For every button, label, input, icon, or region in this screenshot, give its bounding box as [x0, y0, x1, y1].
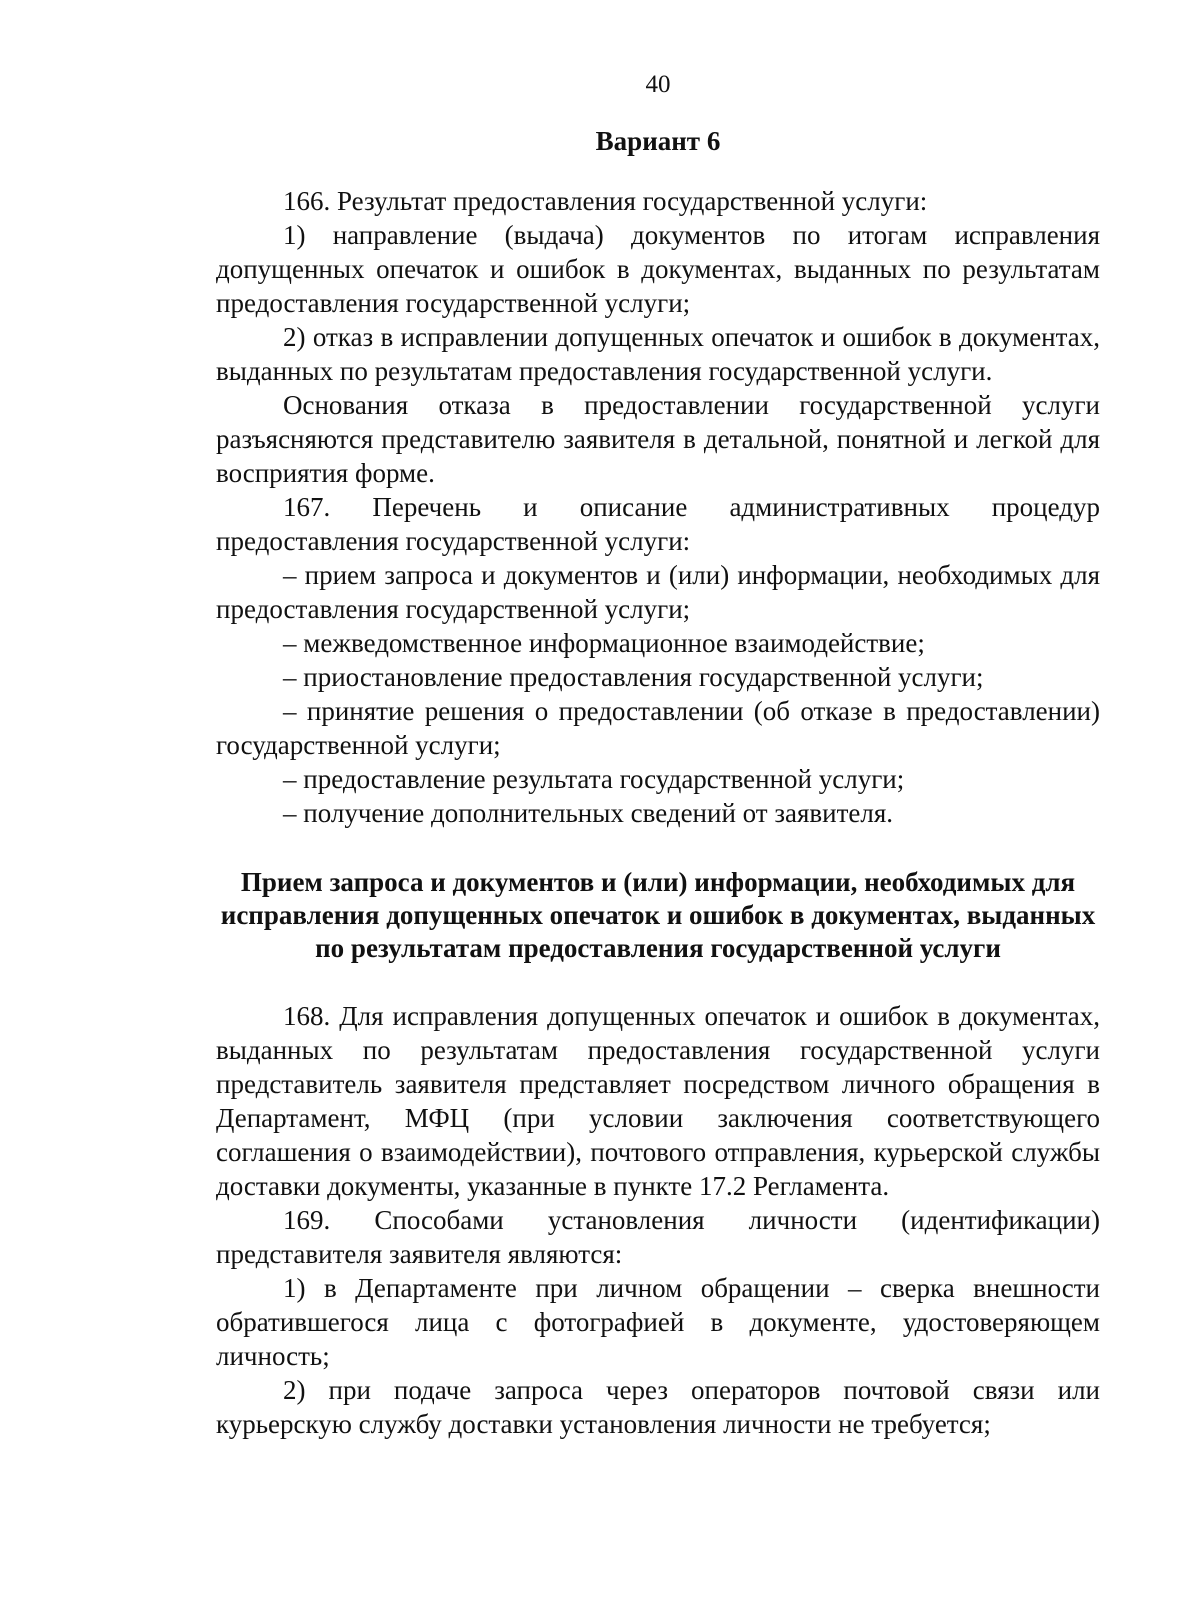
procedure-item-5: – предоставление результата государственной услуги;: [283, 764, 905, 794]
paragraph-166: 166. Результат предоставления государственной услуги:: [283, 186, 928, 216]
procedure-item-2: – межведомственное информационное взаимодействие;: [283, 628, 925, 658]
paragraph-167: 167. Перечень и описание административных процедур предоставления государственной услуги:: [216, 492, 1100, 556]
paragraph-refusal-grounds: Основания отказа в предоставлении государственной услуги разъясняются представителю заявителя в детальной, понятной и легкой для восприятия форме.: [216, 390, 1100, 488]
paragraph-168: 168. Для исправления допущенных опечаток и ошибок в документах, выданных по результатам предоставления государственной услуги представитель заявителя представляет посредством личного обращения в Департамент, МФЦ (при условии заключения соответствующего соглашения о взаимодействии), почтового отправления, курьерской службы доставки документы, указанные в пункте 17.2 Регламента.: [216, 1001, 1100, 1201]
page-number: 40: [645, 71, 671, 98]
paragraph-166-item-2: 2) отказ в исправлении допущенных опечаток и ошибок в документах, выданных по результатам предоставления государственной услуги.: [216, 322, 1100, 386]
procedure-item-3: – приостановление предоставления государственной услуги;: [283, 662, 984, 692]
section-heading: Прием запроса и документов и (или) информации, необходимых для исправления допущенных опечаток и ошибок в документах, выданных по результатам предоставления государственной услуги: [220, 867, 1096, 963]
paragraph-169-item-1: 1) в Департаменте при личном обращении – сверка внешности обратившегося лица с фотографией в документе, удостоверяющем личность;: [216, 1273, 1100, 1371]
variant-title: Вариант 6: [595, 126, 721, 156]
paragraph-169: 169. Способами установления личности (идентификации) представителя заявителя являются:: [216, 1205, 1100, 1269]
paragraph-166-item-1: 1) направление (выдача) документов по итогам исправления допущенных опечаток и ошибок в документах, выданных по результатам предоставления государственной услуги;: [216, 220, 1100, 318]
procedure-item-4: – принятие решения о предоставлении (об отказе в предоставлении) государственной услуги;: [216, 696, 1100, 760]
procedure-item-6: – получение дополнительных сведений от заявителя.: [283, 798, 894, 828]
document-body: [216, 184, 1100, 1441]
procedure-item-1: – прием запроса и документов и (или) информации, необходимых для предоставления государственной услуги;: [216, 560, 1100, 624]
paragraph-169-item-2: 2) при подаче запроса через операторов почтовой связи или курьерскую службу доставки установления личности не требуется;: [216, 1375, 1100, 1439]
